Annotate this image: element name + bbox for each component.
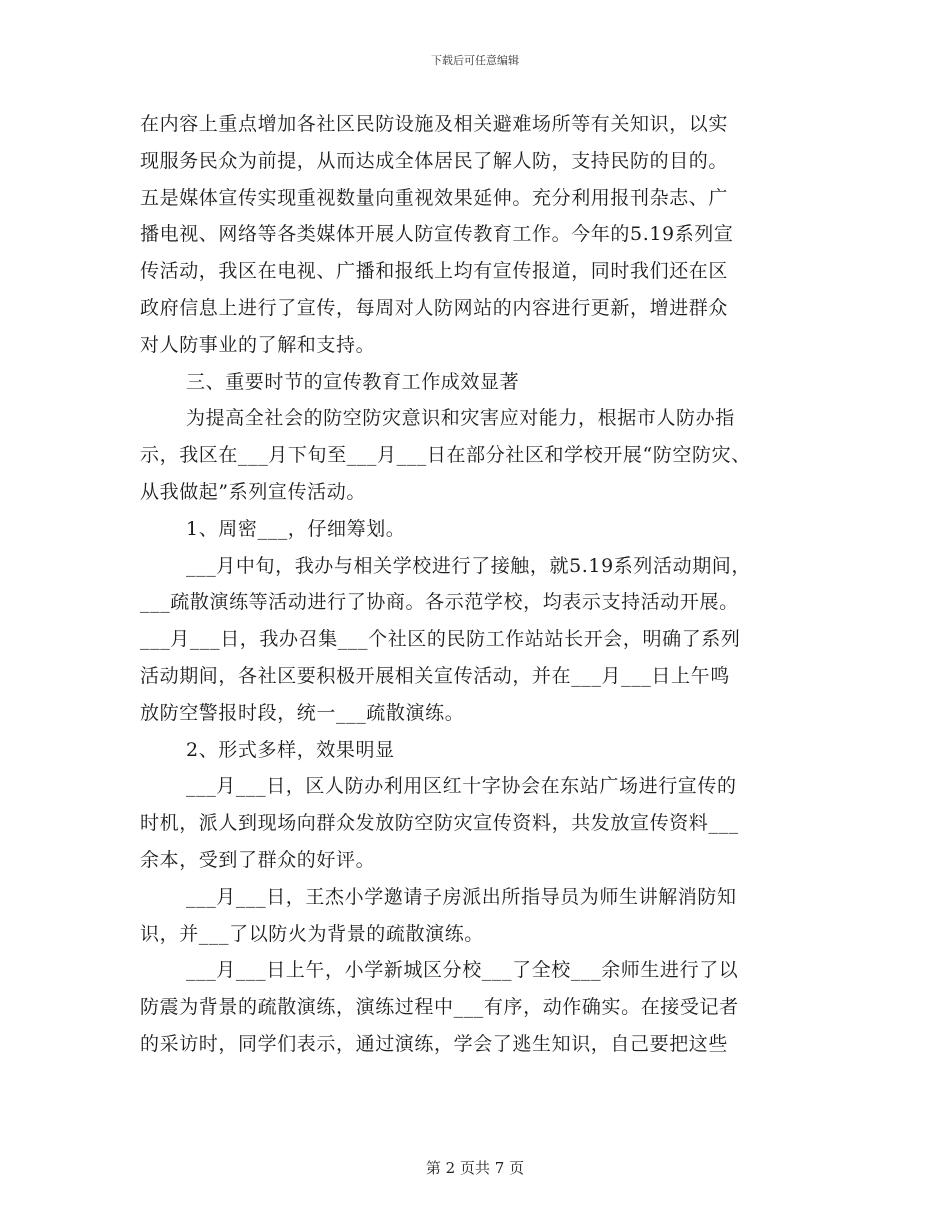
text-line: 时机，派人到现场向群众发放防空防灾宣传资料，共发放宣传资料___ bbox=[140, 812, 739, 835]
header-note: 下载后可任意编辑 bbox=[431, 54, 519, 67]
section-heading: 三、重要时节的宣传教育工作成效显著 bbox=[186, 370, 520, 393]
text-line: ___月___日上午，小学新城区分校___了全校___余师生进行了以 bbox=[186, 959, 739, 982]
subsection-heading: 1、周密___，仔细筹划。 bbox=[186, 517, 406, 540]
text-line: 播电视、网络等各类媒体开展人防宣传教育工作。今年的5.19系列宣 bbox=[140, 223, 734, 246]
text-line: 在内容上重点增加各社区民防设施及相关避难场所等有关知识，以实 bbox=[140, 113, 729, 135]
text-line: 传活动，我区在电视、广播和报纸上均有宣传报道，同时我们还在区 bbox=[140, 260, 729, 283]
text-line: 对人防事业的了解和支持。 bbox=[140, 333, 376, 356]
text-line: 示，我区在___月下旬至___月___日在部分社区和学校开展“防空防灾、 bbox=[140, 444, 751, 467]
text-line: ___月___日，王杰小学邀请子房派出所指导员为师生讲解消防知 bbox=[186, 885, 737, 908]
text-line: 防震为背景的疏散演练，演练过程中___有序，动作确实。在接受记者 bbox=[140, 996, 739, 1019]
text-line: 识，并___了以防火为背景的疏散演练。 bbox=[140, 922, 484, 945]
text-line: 余本，受到了群众的好评。 bbox=[140, 848, 376, 871]
text-line: 从我做起”系列宣传活动。 bbox=[140, 480, 366, 503]
text-line: 的采访时，同学们表示，通过演练，学会了逃生知识，自己要把这些 bbox=[140, 1032, 729, 1055]
subsection-heading: 2、形式多样，效果明显 bbox=[186, 738, 395, 761]
text-line: 为提高全社会的防空防灾意识和灾害应对能力，根据市人防办指 bbox=[186, 407, 735, 430]
document-body bbox=[140, 106, 820, 1063]
text-line: ___月___日，区人防办利用区红十字协会在东站广场进行宣传的 bbox=[186, 775, 737, 798]
text-line: ___月___日，我办召集___个社区的民防工作站站长开会，明确了系列 bbox=[140, 628, 741, 651]
text-line: 现服务民众为前提，从而达成全体居民了解人防，支持民防的目的。 bbox=[140, 149, 729, 172]
text-line: 放防空警报时段，统一___疏散演练。 bbox=[140, 701, 465, 724]
text-line: ___月中旬，我办与相关学校进行了接触，就5.19系列活动期间， bbox=[186, 554, 752, 577]
text-line: ___疏散演练等活动进行了协商。各示范学校，均表示支持活动开展。 bbox=[140, 591, 739, 614]
page-footer: 第 2 页共 7 页 bbox=[425, 1159, 525, 1177]
text-line: 政府信息上进行了宣传，每周对人防网站的内容进行更新，增进群众 bbox=[140, 296, 729, 319]
text-line: 五是媒体宣传实现重视数量向重视效果延伸。充分利用报刊杂志、广 bbox=[140, 186, 729, 209]
text-line: 活动期间，各社区要积极开展相关宣传活动，并在___月___日上午鸣 bbox=[140, 664, 730, 687]
